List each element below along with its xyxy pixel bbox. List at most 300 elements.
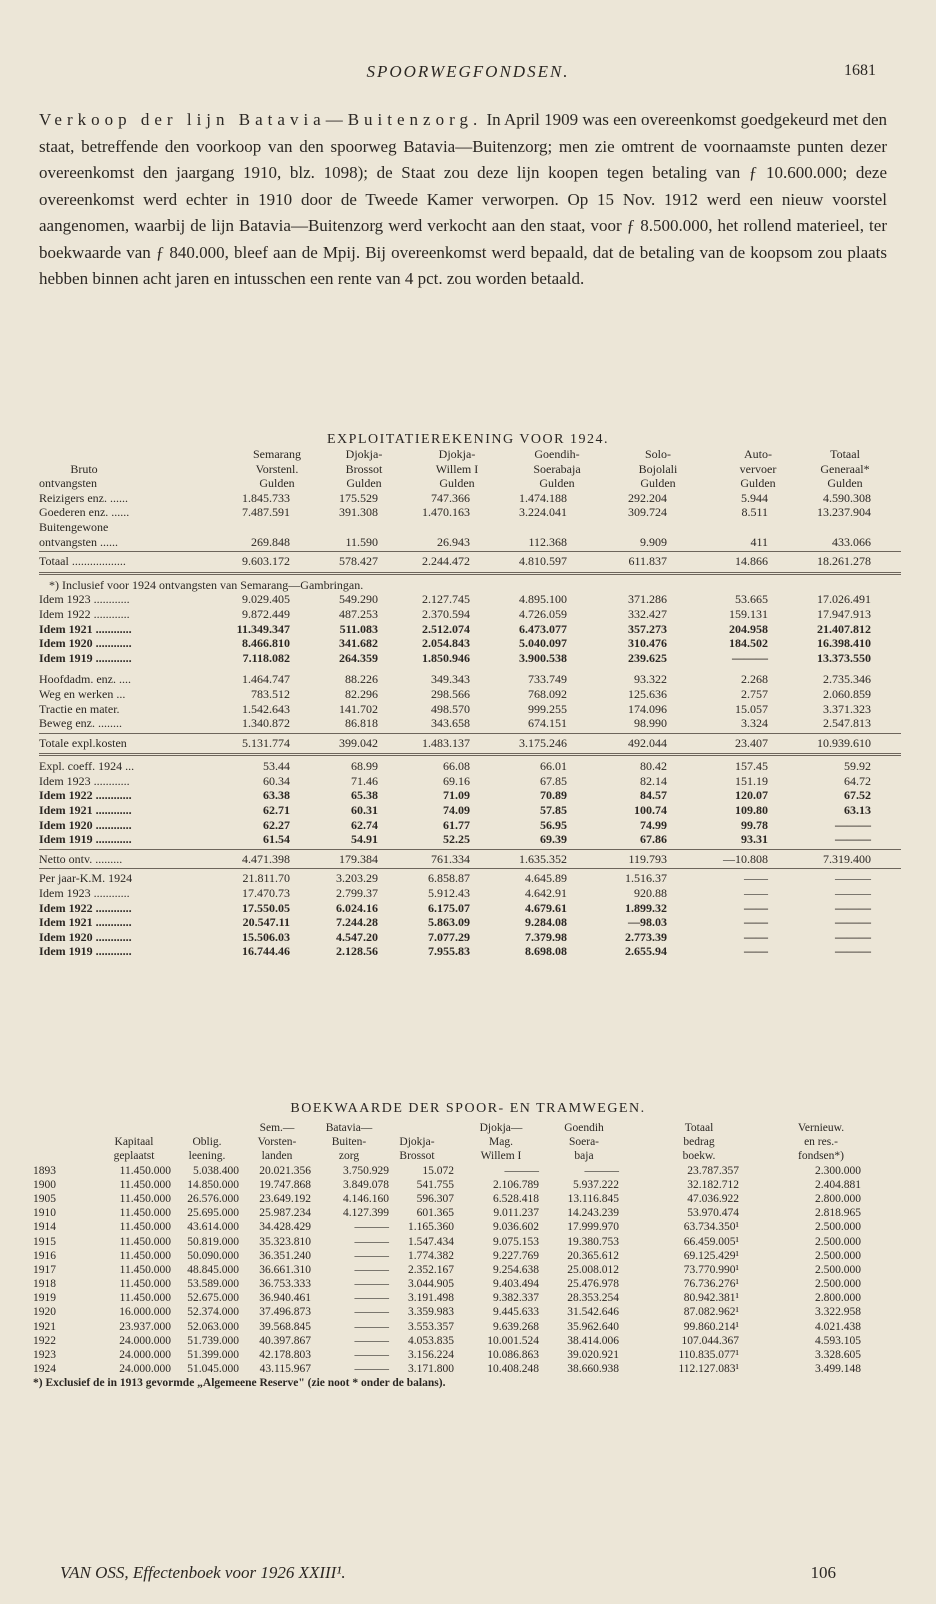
cell: 8.466.810 (242, 636, 290, 651)
cell: 11.450.000 (119, 1178, 171, 1191)
cell: 60.34 (263, 773, 290, 788)
row-label: 1921 (33, 1320, 56, 1333)
table-row (33, 1206, 901, 1220)
cell: ——— (835, 915, 871, 930)
cell: 15.072 (422, 1164, 454, 1177)
cell: 1.547.434 (408, 1235, 454, 1248)
cell: 16.744.46 (242, 944, 290, 959)
cell: 264.359 (339, 650, 378, 665)
cell: 7.118.082 (242, 650, 290, 665)
row-label: Weg en werken ... (39, 686, 126, 701)
cell: 20.365.612 (567, 1249, 619, 1262)
cell: 2.500.000 (815, 1235, 861, 1248)
cell: 61.77 (443, 817, 470, 832)
cell: 23.649.192 (259, 1192, 311, 1205)
cell: 38.414.006 (567, 1334, 619, 1347)
cell: 3.750.929 (343, 1164, 389, 1177)
cell: 11.450.000 (119, 1207, 171, 1220)
cell: 73.770.990¹ (683, 1263, 739, 1276)
cell: 69.39 (540, 832, 567, 847)
cell: 391.308 (339, 505, 378, 520)
cell: —10.808 (723, 851, 768, 866)
cell: 2.800.000 (815, 1192, 861, 1205)
cell: 71.46 (351, 773, 378, 788)
cell: 9.909 (640, 534, 667, 549)
cell: 2.300.000 (815, 1164, 861, 1177)
cell: 4.895.100 (519, 592, 567, 607)
header-row (39, 1121, 901, 1135)
cell: 1.474.188 (519, 490, 567, 505)
cell: 84.57 (640, 788, 667, 803)
cell: 2.128.56 (336, 944, 378, 959)
cell: 99.78 (741, 817, 768, 832)
total-row (39, 736, 901, 751)
cell: 399.042 (339, 735, 378, 750)
cell: 1.845.733 (242, 490, 290, 505)
cell: Brossot (345, 461, 383, 476)
footer-source: VAN OSS, Effectenboek voor 1926 XXIII¹. (60, 1563, 346, 1582)
table-row (33, 1178, 901, 1192)
row-label: 1916 (33, 1249, 56, 1262)
cell: 17.026.491 (817, 592, 871, 607)
cell: —— (744, 944, 768, 959)
row-label: Tractie en mater. (39, 701, 120, 716)
cell: 1.635.352 (519, 851, 567, 866)
cell: 51.399.000 (187, 1349, 239, 1361)
cell: 93.31 (741, 832, 768, 847)
cell: ——— (504, 1164, 539, 1177)
cell: 4.021.438 (815, 1320, 861, 1333)
row-label: Idem 1922 ............ (39, 788, 132, 803)
cell: 332.427 (628, 606, 667, 621)
cell: 53.970.474 (687, 1207, 739, 1220)
cell: 82.14 (640, 773, 667, 788)
cell: 24.000.000 (119, 1363, 171, 1376)
cell: 14.866 (735, 554, 768, 569)
cell: 25.476.978 (567, 1278, 619, 1291)
row-label: 1923 (33, 1349, 56, 1361)
cell: 56.95 (540, 817, 567, 832)
cell: 768.092 (528, 686, 567, 701)
cell: 9.403.494 (493, 1278, 539, 1291)
header-row (39, 462, 901, 477)
cell: 2.757 (741, 686, 768, 701)
cell: 9.036.602 (493, 1221, 539, 1234)
cell: 343.658 (431, 716, 470, 731)
cell: 4.726.059 (519, 606, 567, 621)
cell: 88.226 (345, 672, 378, 687)
cell: 1.774.382 (408, 1249, 454, 1262)
cell: 175.529 (339, 490, 378, 505)
cell: 48.845.000 (187, 1263, 239, 1276)
cell: Gulden (439, 476, 475, 491)
cell: 34.428.429 (259, 1221, 311, 1234)
cell: 43.115.967 (259, 1363, 311, 1376)
cell: 4.593.105 (815, 1334, 861, 1347)
cell: 63.13 (844, 803, 871, 818)
cell: 10.939.610 (817, 735, 871, 750)
cell: 1.542.643 (242, 701, 290, 716)
cell: Oblig. (192, 1136, 222, 1149)
row-label: Hoofdadm. enz. .... (39, 672, 131, 687)
cell: 1.516.37 (625, 871, 667, 886)
cell: 18.261.278 (817, 554, 871, 569)
cell: 4.127.399 (343, 1207, 389, 1220)
cell: 2.106.789 (493, 1178, 539, 1191)
cell: Vorstenl. (255, 461, 299, 476)
row-label: Expl. coeff. 1924 ... (39, 759, 135, 774)
row-label: 1917 (33, 1263, 56, 1276)
row-label: Beweg enz. ........ (39, 716, 122, 731)
cell: ——— (354, 1292, 389, 1305)
cell: 25.695.000 (187, 1207, 239, 1220)
cell: 9.075.153 (493, 1235, 539, 1248)
row-label: 1915 (33, 1235, 56, 1248)
boekwaarde-table (33, 1121, 901, 1391)
cell: 74.09 (443, 803, 470, 818)
cell: 783.512 (251, 686, 290, 701)
cell: Gulden (640, 476, 676, 491)
cell: —98.03 (628, 915, 667, 930)
cell: 62.74 (351, 817, 378, 832)
cell: Vernieuw. (797, 1122, 845, 1134)
boekwaarde-title: BOEKWAARDE DER SPOOR- EN TRAMWEGEN. (290, 1101, 646, 1116)
cell: 14.243.239 (567, 1207, 619, 1220)
cell: —— (744, 886, 768, 901)
cell: 2.370.594 (422, 606, 470, 621)
cell: 4.642.91 (525, 886, 567, 901)
cell: ——— (354, 1320, 389, 1333)
row-label: Buitengewone (39, 519, 109, 534)
cell: 6.473.077 (519, 621, 567, 636)
row-label: Idem 1921 ............ (39, 621, 132, 636)
cell: 1.340.872 (242, 716, 290, 731)
cell: Djokja- (399, 1136, 435, 1149)
cell: 110.835.077¹ (678, 1349, 739, 1361)
row-label: *) Exclusief de in 1913 gevormde „Algemeene Reserve" (zie noot * onder de balans). (33, 1377, 446, 1390)
cell: 15.506.03 (242, 929, 290, 944)
cell: 3.359.983 (408, 1306, 454, 1319)
cell: 9.382.337 (493, 1292, 539, 1305)
cell: 53.589.000 (187, 1278, 239, 1291)
cell: leening. (188, 1150, 226, 1163)
cell: ——— (354, 1278, 389, 1291)
cell: 23.787.357 (687, 1164, 739, 1177)
cell: 11.450.000 (119, 1249, 171, 1262)
cell: en res.- (804, 1136, 838, 1149)
cell: 5.912.43 (428, 886, 470, 901)
cell: ——— (835, 832, 871, 847)
row-label: Idem 1919 ............ (39, 832, 132, 847)
cell: 53.665 (735, 592, 768, 607)
cell: Gulden (346, 476, 382, 491)
row-label: Idem 1922 ............ (39, 900, 132, 915)
cell: 80.942.381¹ (683, 1292, 739, 1305)
cell: 67.85 (540, 773, 567, 788)
row-label: Idem 1921 ............ (39, 915, 132, 930)
cell: 80.42 (640, 759, 667, 774)
cell: 3.224.041 (519, 505, 567, 520)
cell: 3.044.905 (408, 1278, 454, 1291)
cell: 1.899.32 (625, 900, 667, 915)
table-row (39, 886, 901, 901)
row-label: Idem 1920 ............ (39, 929, 132, 944)
table-row (39, 607, 901, 622)
cell: 63.734.350¹ (683, 1221, 739, 1234)
cell: ——— (354, 1221, 389, 1234)
footnote-row (33, 1376, 901, 1390)
table-row (33, 1277, 901, 1291)
header-row (39, 1149, 901, 1163)
row-label: 1905 (33, 1192, 56, 1205)
cell: 17.999.970 (567, 1221, 619, 1234)
cell: 674.151 (528, 716, 567, 731)
cell: 60.31 (351, 803, 378, 818)
cell: 761.334 (431, 851, 470, 866)
cell: boekw. (682, 1150, 716, 1163)
cell: 6.024.16 (336, 900, 378, 915)
intro-paragraph (39, 107, 887, 293)
cell: 47.036.922 (687, 1192, 739, 1205)
cell: 3.203.29 (336, 871, 378, 886)
cell: 62.71 (263, 803, 290, 818)
cell: 179.384 (339, 851, 378, 866)
cell: 50.819.000 (187, 1235, 239, 1248)
cell: Djokja- (345, 447, 383, 461)
cell: ——— (354, 1235, 389, 1248)
cell: zorg (338, 1150, 360, 1163)
cell: 2.655.94 (625, 944, 667, 959)
cell: 13.373.550 (817, 650, 871, 665)
cell: 341.682 (339, 636, 378, 651)
cell: 2.500.000 (815, 1249, 861, 1262)
cell: 3.191.498 (408, 1292, 454, 1305)
cell: 498.570 (431, 701, 470, 716)
header-row (39, 447, 901, 462)
row-label: Idem 1923 ............ (39, 773, 130, 788)
cell: 1.464.747 (242, 672, 290, 687)
cell: 5.944 (741, 490, 768, 505)
cell: 8.511 (741, 505, 768, 520)
cell: 66.01 (540, 759, 567, 774)
cell: 2.799.37 (336, 886, 378, 901)
cell: 5.038.400 (193, 1164, 239, 1177)
cell: 9.254.638 (493, 1263, 539, 1276)
cell: 43.614.000 (187, 1221, 239, 1234)
cell: 52.675.000 (187, 1292, 239, 1305)
cell: 4.547.20 (336, 929, 378, 944)
cell: 7.379.98 (525, 929, 567, 944)
cell: 511.083 (339, 621, 378, 636)
cell: 309.724 (628, 505, 667, 520)
cell: 9.639.268 (493, 1320, 539, 1333)
cell: 239.625 (628, 650, 667, 665)
table-row (39, 535, 901, 550)
cell: 541.755 (416, 1178, 454, 1191)
cell: 2.735.346 (823, 672, 871, 687)
table-row (39, 592, 901, 607)
cell: 82.296 (345, 686, 378, 701)
cell: 107.044.367 (681, 1334, 739, 1347)
table-row (39, 702, 901, 717)
table-rule (39, 733, 901, 734)
row-label: 1918 (33, 1278, 56, 1291)
cell: 2.352.167 (408, 1263, 454, 1276)
cell: 69.16 (443, 773, 470, 788)
cell: 51.739.000 (187, 1334, 239, 1347)
row-label: ontvangsten ...... (39, 534, 118, 549)
cell: Djokja— (479, 1122, 523, 1134)
cell: ——— (732, 650, 768, 665)
cell: Goendih- (534, 447, 580, 461)
cell: 120.07 (735, 788, 768, 803)
cell: 76.736.276¹ (683, 1278, 739, 1291)
cell: 38.660.938 (567, 1363, 619, 1376)
cell: 3.553.357 (408, 1320, 454, 1333)
row-label: Idem 1920 ............ (39, 817, 132, 832)
cell: 2.127.745 (422, 592, 470, 607)
cell: 28.353.254 (567, 1292, 619, 1305)
cell: —— (744, 871, 768, 886)
table-row (39, 774, 901, 789)
cell: 9.011.237 (493, 1207, 539, 1220)
note-row (39, 578, 901, 593)
table-row (33, 1220, 901, 1234)
cell: 10.408.248 (487, 1363, 539, 1376)
cell: 292.204 (628, 490, 667, 505)
cell: 57.85 (540, 803, 567, 818)
cell: 119.793 (628, 851, 667, 866)
cell: ——— (354, 1334, 389, 1347)
row-label: 1919 (33, 1292, 56, 1305)
cell: 3.171.800 (408, 1363, 454, 1376)
total-row (39, 852, 901, 867)
header-row (39, 476, 901, 491)
table-rule (39, 868, 901, 869)
cell: 1.165.360 (408, 1221, 454, 1234)
running-header (0, 62, 936, 86)
table-row (39, 687, 901, 702)
cell: 31.542.646 (567, 1306, 619, 1319)
cell: Gulden (259, 476, 295, 491)
cell: 36.661.310 (259, 1263, 311, 1276)
cell: 67.86 (640, 832, 667, 847)
cell: 3.900.538 (519, 650, 567, 665)
cell: 269.848 (251, 534, 290, 549)
cell: 20.021.356 (259, 1164, 311, 1177)
table-rule (39, 572, 901, 575)
cell: 62.27 (263, 817, 290, 832)
cell: 357.273 (628, 621, 667, 636)
cell: 109.80 (735, 803, 768, 818)
cell: 74.99 (640, 817, 667, 832)
cell: Brossot (399, 1150, 435, 1163)
table-row (33, 1320, 901, 1334)
cell: Willem I (435, 461, 479, 476)
cell: 2.547.813 (823, 716, 871, 731)
cell: 184.502 (729, 636, 768, 651)
cell: fondsen*) (798, 1150, 844, 1163)
header-row (39, 1135, 901, 1149)
cell: 15.057 (735, 701, 768, 716)
cell: 35.323.810 (259, 1235, 311, 1248)
cell: Totaal (830, 447, 860, 461)
cell: —— (744, 929, 768, 944)
cell: Semarang (253, 447, 301, 461)
cell: Djokja- (438, 447, 476, 461)
row-label: Idem 1921 ............ (39, 803, 132, 818)
cell: —— (744, 900, 768, 915)
intro-lead: Verkoop der lijn Batavia—Buitenzorg. (39, 110, 483, 129)
cell: 3.328.605 (815, 1349, 861, 1361)
cell: 21.407.812 (817, 621, 871, 636)
cell: 39.020.921 (567, 1349, 619, 1361)
row-label: ontvangsten (39, 476, 97, 491)
cell: 298.566 (431, 686, 470, 701)
cell: Gulden (827, 476, 863, 491)
row-label: Totaal .................. (39, 554, 126, 569)
cell: 67.52 (844, 788, 871, 803)
cell: 112.127.083¹ (678, 1363, 739, 1376)
cell: 371.286 (628, 592, 667, 607)
row-label: Goederen enz. ...... (39, 505, 130, 520)
cell: 5.937.222 (573, 1178, 619, 1191)
cell: 596.307 (416, 1192, 454, 1205)
table-row (39, 759, 901, 774)
table-row (39, 915, 901, 930)
cell: 433.066 (832, 534, 871, 549)
row-label: Per jaar-K.M. 1924 (39, 871, 133, 886)
cell: ——— (584, 1164, 619, 1177)
cell: 4.053.835 (408, 1334, 454, 1347)
table-row (39, 901, 901, 916)
row-label: 1920 (33, 1306, 56, 1319)
table-row (39, 520, 901, 535)
cell: Bojolali (638, 461, 678, 476)
cell: 920.88 (634, 886, 667, 901)
cell: 9.872.449 (242, 606, 290, 621)
row-label: Netto ontv. ......... (39, 851, 123, 866)
table-row (33, 1305, 901, 1319)
cell: 2.500.000 (815, 1278, 861, 1291)
cell: 4.810.597 (519, 554, 567, 569)
cell: 2.404.881 (815, 1178, 861, 1191)
cell: 13.116.845 (567, 1192, 619, 1205)
cell: 19.747.868 (259, 1178, 311, 1191)
cell: 10.001.524 (487, 1334, 539, 1347)
cell: 578.427 (339, 554, 378, 569)
cell: 1.483.137 (422, 735, 470, 750)
cell: 7.955.83 (428, 944, 470, 959)
cell: landen (261, 1150, 293, 1163)
cell: 7.319.400 (823, 851, 871, 866)
cell: Mag. (489, 1136, 513, 1149)
cell: —— (744, 915, 768, 930)
cell: 349.343 (431, 672, 470, 687)
cell: vervoer (739, 461, 777, 476)
cell: 19.380.753 (567, 1235, 619, 1248)
cell: baja (574, 1150, 594, 1163)
cell: Goendih (564, 1122, 604, 1134)
cell: 42.178.803 (259, 1349, 311, 1361)
cell: 9.227.769 (493, 1249, 539, 1262)
cell: 4.471.398 (242, 851, 290, 866)
row-label: 1893 (33, 1164, 56, 1177)
cell: 10.086.863 (487, 1349, 539, 1361)
cell: ——— (835, 900, 871, 915)
cell: 23.937.000 (119, 1320, 171, 1333)
cell: 3.849.078 (343, 1178, 389, 1191)
